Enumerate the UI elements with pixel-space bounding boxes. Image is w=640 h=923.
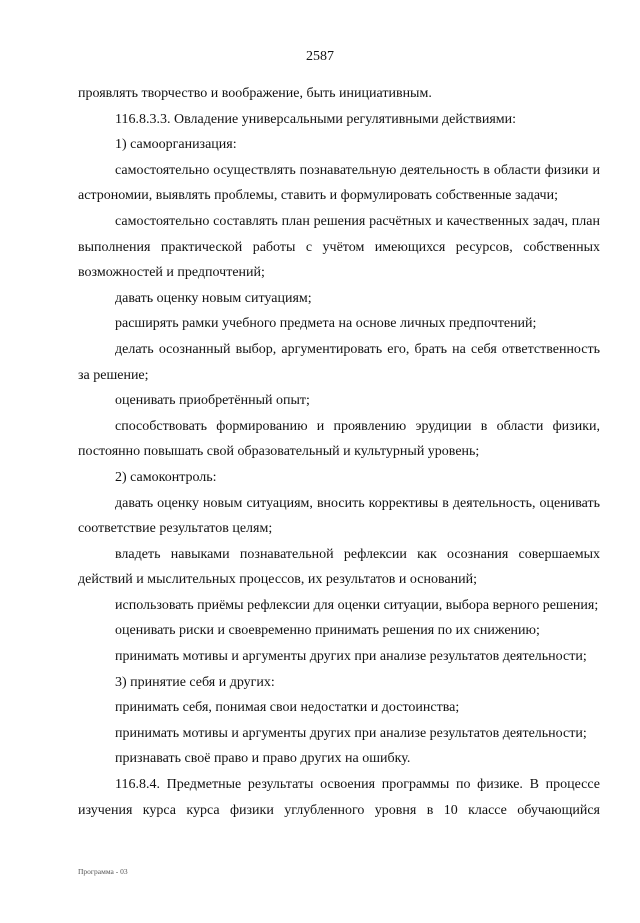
paragraph: признавать своё право и право других на ошибку. <box>115 751 411 767</box>
list-heading-self-organization: 1) самоорганизация: <box>115 137 237 153</box>
paragraph: использовать приёмы рефлексии для оценки ситуации, выбора верного решения; <box>115 597 599 613</box>
paragraph: оценивать риски и своевременно принимать решения по их снижению; <box>115 623 540 639</box>
section-paragraph-116-8-4: 116.8.4. Предметные результаты освоения программы по физике. В процессе изучения курса курса физики углубленного уровня в 10 классе обучающийся <box>78 777 600 818</box>
document-body <box>78 81 600 823</box>
paragraph: давать оценку новым ситуациям, вносить коррективы в деятельность, оценивать соответствие результатов целям; <box>78 495 600 537</box>
paragraph: проявлять творчество и воображение, быть инициативным. <box>78 86 432 101</box>
paragraph: делать осознанный выбор, аргументировать его, брать на себя ответственность за решение; <box>78 341 600 383</box>
paragraph: самостоятельно составлять план решения расчётных и качественных задач, план выполнения практической работы с учётом имеющихся ресурсов, собственных возможностей и предпочтений; <box>78 213 600 281</box>
list-heading-self-control: 2) самоконтроль: <box>115 469 217 485</box>
paragraph: способствовать формированию и проявлению эрудиции в области физики, постоянно повышать свой образовательный и культурный уровень; <box>78 418 600 460</box>
paragraph: владеть навыками познавательной рефлексии как осознания совершаемых действий и мыслительных процессов, их результатов и оснований; <box>78 546 600 588</box>
paragraph: давать оценку новым ситуациям; <box>115 290 312 306</box>
paragraph: оценивать приобретённый опыт; <box>115 393 310 409</box>
paragraph: принимать мотивы и аргументы других при анализе результатов деятельности; <box>115 725 587 741</box>
paragraph: самостоятельно осуществлять познавательную деятельность в области физики и астрономии, выявлять проблемы, ставить и формулировать собственные задачи; <box>78 162 600 204</box>
page-number: 2587 <box>306 49 334 64</box>
paragraph: расширять рамки учебного предмета на основе личных предпочтений; <box>115 316 537 332</box>
paragraph: принимать себя, понимая свои недостатки и достоинства; <box>115 700 460 716</box>
paragraph: принимать мотивы и аргументы других при анализе результатов деятельности; <box>115 649 587 665</box>
section-heading-116-8-3-3: 116.8.3.3. Овладение универсальными регулятивными действиями: <box>115 111 517 127</box>
list-heading-acceptance: 3) принятие себя и других: <box>115 674 275 690</box>
page-footer: Программа - 03 <box>78 867 128 876</box>
